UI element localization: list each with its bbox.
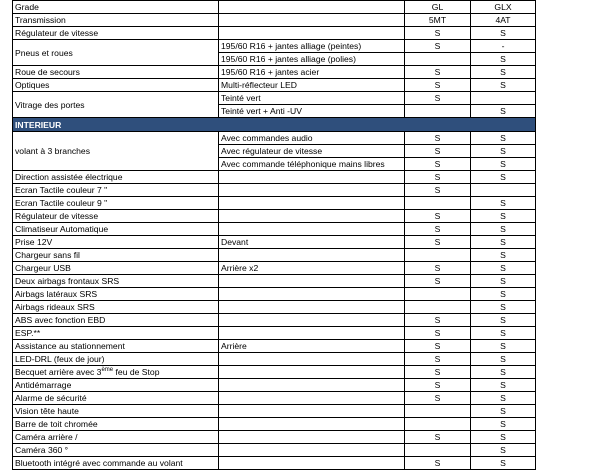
table-row [13,405,536,418]
table-row [13,392,536,405]
gl-value: S [405,340,471,353]
glx-value: S [471,197,536,210]
table-row [13,353,536,366]
volant-3-branches-label: volant à 3 branches [13,132,219,171]
glx-value: S [471,288,536,301]
grade-gl: GL [405,1,471,14]
glx-value: S [471,301,536,314]
glx-value: S [471,405,536,418]
feature-detail [219,457,405,470]
volant-3-branches-row [13,132,536,145]
feature-label: Caméra arrière / [13,431,219,444]
transmission-row [13,14,536,27]
glx-value: S [471,27,536,40]
glx-value: S [471,53,536,66]
feature-label: LED-DRL (feux de jour) [13,353,219,366]
glx-value: S [471,262,536,275]
feature-detail [219,444,405,457]
gl-value: S [405,184,471,197]
gl-value [405,405,471,418]
table-row [13,66,536,79]
feature-label: Airbags rideaux SRS [13,301,219,314]
glx-value: S [471,379,536,392]
section-title: INTERIEUR [13,118,536,132]
feature-label: Bluetooth intégré avec commande au volant [13,457,219,470]
glx-value: S [471,444,536,457]
gl-value [405,249,471,262]
gl-value: S [405,314,471,327]
table-row [13,79,536,92]
table-row [13,27,536,40]
gl-value [405,418,471,431]
table-row [13,301,536,314]
feature-label: Caméra 360 ° [13,444,219,457]
feature-label: Ecran Tactile couleur 7 " [13,184,219,197]
glx-value: S [471,223,536,236]
table-row [13,314,536,327]
glx-value: S [471,457,536,470]
feature-detail: Teinté vert + Anti -UV [219,105,405,118]
feature-detail [219,353,405,366]
feature-detail [219,249,405,262]
gl-value [405,444,471,457]
feature-detail: Teinté vert [219,92,405,105]
table-row [13,431,536,444]
glx-value: S [471,236,536,249]
gl-value: S [405,145,471,158]
feature-label: Vision tête haute [13,405,219,418]
gl-value: S [405,392,471,405]
gl-value: S [405,236,471,249]
table-row [13,275,536,288]
feature-detail [219,184,405,197]
feature-detail [219,314,405,327]
feature-detail: Avec commande téléphonique mains libres [219,158,405,171]
glx-value: S [471,249,536,262]
feature-detail: 195/60 R16 + jantes alliage (peintes) [219,40,405,53]
feature-label: Chargeur USB [13,262,219,275]
feature-label: ESP.** [13,327,219,340]
gl-value: S [405,210,471,223]
glx-value: S [471,366,536,379]
grade-glx: GLX [471,1,536,14]
table-row [13,236,536,249]
feature-label: ABS avec fonction EBD [13,314,219,327]
gl-value: S [405,457,471,470]
feature-label: Direction assistée électrique [13,171,219,184]
table-row [13,288,536,301]
glx-value: S [471,171,536,184]
glx-value: S [471,418,536,431]
gl-value [405,301,471,314]
feature-detail [219,27,405,40]
gl-value: S [405,223,471,236]
table-row [13,340,536,353]
gl-value: S [405,27,471,40]
section-header-interieur [13,118,536,132]
glx-value: - [471,40,536,53]
feature-detail: Arrière [219,340,405,353]
feature-label: Deux airbags frontaux SRS [13,275,219,288]
vitrage-portes-label: Vitrage des portes [13,92,219,118]
feature-label: Optiques [13,79,219,92]
feature-detail [219,431,405,444]
spec-sheet [12,0,536,470]
feature-label: Régulateur de vitesse [13,210,219,223]
feature-detail [219,366,405,379]
gl-value [405,197,471,210]
grade-label: Grade [13,1,219,14]
glx-value: S [471,275,536,288]
table-row [13,223,536,236]
gl-value: S [405,40,471,53]
table-row [13,197,536,210]
gl-value: S [405,366,471,379]
feature-label: Assistance au stationnement [13,340,219,353]
glx-value: S [471,145,536,158]
glx-value: S [471,132,536,145]
gl-value [405,288,471,301]
feature-detail [219,327,405,340]
feature-detail [219,301,405,314]
feature-label: Becquet arrière avec 3ème feu de Stop [13,366,219,379]
feature-detail: Multi-réflecteur LED [219,79,405,92]
transmission-gl: 5MT [405,14,471,27]
glx-value: S [471,105,536,118]
feature-detail [219,379,405,392]
gl-value: S [405,92,471,105]
gl-value: S [405,66,471,79]
gl-value: S [405,327,471,340]
transmission-label: Transmission [13,14,219,27]
transmission-glx: 4AT [471,14,536,27]
feature-detail: 195/60 R16 + jantes acier [219,66,405,79]
feature-label: Régulateur de vitesse [13,27,219,40]
feature-detail [219,197,405,210]
glx-value [471,184,536,197]
feature-label: Antidémarrage [13,379,219,392]
gl-value: S [405,379,471,392]
feature-label: Prise 12V [13,236,219,249]
feature-detail [219,405,405,418]
feature-detail [219,288,405,301]
glx-value: S [471,79,536,92]
feature-label: Alarme de sécurité [13,392,219,405]
feature-detail: Avec régulateur de vitesse [219,145,405,158]
pneus-roues-row [13,40,536,53]
feature-detail: Arrière x2 [219,262,405,275]
glx-value: S [471,66,536,79]
table-row [13,184,536,197]
feature-detail: Avec commandes audio [219,132,405,145]
grade-row [13,1,536,14]
gl-value: S [405,79,471,92]
glx-value: S [471,210,536,223]
table-row [13,444,536,457]
table-row [13,249,536,262]
gl-value: S [405,431,471,444]
feature-detail [219,210,405,223]
feature-detail: 195/60 R16 + jantes alliage (polies) [219,53,405,66]
glx-value: S [471,327,536,340]
table-row [13,171,536,184]
feature-label: Barre de toit chromée [13,418,219,431]
pneus-roues-label: Pneus et roues [13,40,219,66]
gl-value [405,53,471,66]
feature-label: Airbags latéraux SRS [13,288,219,301]
feature-detail: Devant [219,236,405,249]
glx-value [471,92,536,105]
gl-value: S [405,262,471,275]
feature-detail [219,392,405,405]
feature-detail [219,418,405,431]
feature-label: Ecran Tactile couleur 9 " [13,197,219,210]
feature-detail [219,171,405,184]
table-row [13,366,536,379]
glx-value: S [471,340,536,353]
feature-label: Roue de secours [13,66,219,79]
gl-value: S [405,353,471,366]
feature-detail [219,223,405,236]
gl-value: S [405,158,471,171]
table-row [13,457,536,470]
feature-label: Chargeur sans fil [13,249,219,262]
table-row [13,327,536,340]
gl-value: S [405,275,471,288]
glx-value: S [471,431,536,444]
table-row [13,418,536,431]
glx-value: S [471,392,536,405]
gl-value: S [405,132,471,145]
equipment-table [12,0,536,470]
feature-detail [219,275,405,288]
table-row [13,210,536,223]
gl-value: S [405,171,471,184]
glx-value: S [471,158,536,171]
glx-value: S [471,353,536,366]
feature-label: Climatiseur Automatique [13,223,219,236]
table-row [13,379,536,392]
gl-value [405,105,471,118]
table-row [13,262,536,275]
vitrage-portes-row [13,92,536,105]
glx-value: S [471,314,536,327]
